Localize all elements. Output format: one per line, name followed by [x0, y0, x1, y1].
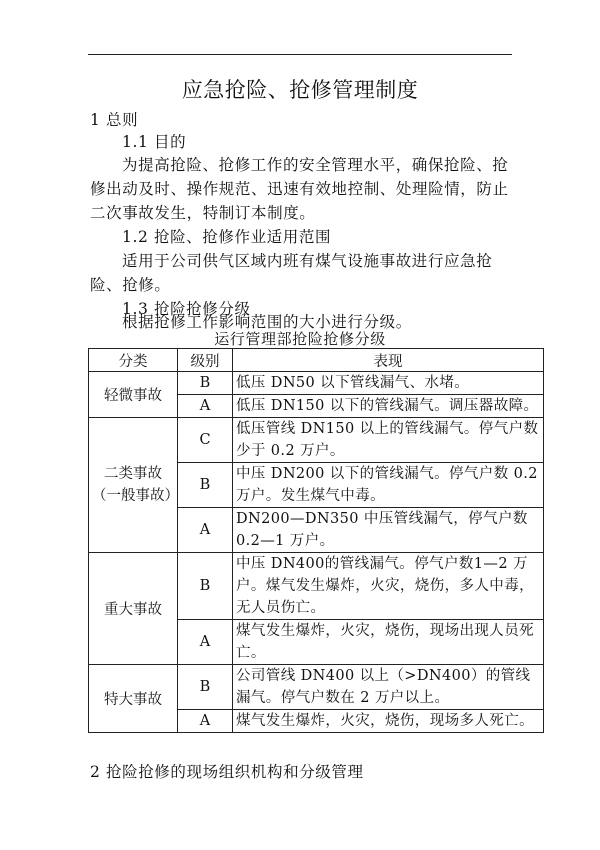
paragraph-line: 修出动及时、操作规范、迅速有效地控制、处理险情，防止: [90, 180, 509, 198]
header-description: 表现: [233, 349, 544, 372]
paragraph-line: 为提高抢险、抢修工作的安全管理水平，确保抢险、抢: [122, 156, 509, 174]
header-rule: [88, 54, 512, 55]
description-cell: 煤气发生爆炸，火灾，烧伤，现场多人死亡。: [233, 710, 544, 733]
level-cell: B: [178, 372, 233, 395]
table-row: [89, 553, 544, 620]
grade-table: [88, 348, 544, 733]
level-cell: B: [178, 553, 233, 620]
description-cell: 低压 DN150 以下的管线漏气。调压器故障。: [233, 395, 544, 418]
description-cell: 煤气发生爆炸，火灾，烧伤，现场出现人员死亡。: [233, 620, 544, 665]
description-cell: 中压 DN200 以下的管线漏气。停气户数 0.2 万户。发生煤气中毒。: [233, 463, 544, 508]
section-1-3-heading: 1.3 抢险抢修分级: [122, 300, 251, 318]
category-cell: 特大事故: [89, 665, 178, 733]
table-header-row: [89, 349, 544, 372]
description-cell: 公司管线 DN400 以上（>DN400）的管线漏气。停气户数在 2 万户以上。: [233, 665, 544, 710]
section-1-heading: 1 总则: [90, 111, 139, 129]
level-cell: B: [178, 665, 233, 710]
description-cell: DN200—DN350 中压管线漏气，停气户数 0.2—1 万户。: [233, 508, 544, 553]
category-cell: 重大事故: [89, 553, 178, 665]
level-cell: C: [178, 418, 233, 463]
header-category: 分类: [89, 349, 178, 372]
section-1-2-heading: 1.2 抢险、抢修作业适用范围: [122, 228, 332, 246]
table-row: [89, 418, 544, 463]
paragraph-line: 适用于公司供气区域内班有煤气设施事故进行应急抢: [122, 252, 493, 270]
level-cell: A: [178, 508, 233, 553]
table-row: [89, 665, 544, 710]
table-caption: 运行管理部抢险抢修分级: [214, 330, 386, 348]
level-cell: A: [178, 620, 233, 665]
paragraph-line: 险、抢修。: [90, 276, 171, 294]
description-cell: 中压 DN400的管线漏气。停气户数1—2 万户。煤气发生爆炸，火灾，烧伤，多人中毒，无人员伤亡。: [233, 553, 544, 620]
category-cell: 二类事故 （一般事故）: [89, 418, 178, 553]
section-2-heading: 2 抢险抢修的现场组织机构和分级管理: [90, 763, 364, 781]
category-cell: 轻微事故: [89, 372, 178, 418]
paragraph-line: 根据抢修工作影响范围的大小进行分级。: [122, 313, 412, 331]
table-row: [89, 372, 544, 395]
level-cell: A: [178, 395, 233, 418]
section-1-1-heading: 1.1 目的: [122, 133, 187, 151]
header-level: 级别: [178, 349, 233, 372]
level-cell: A: [178, 710, 233, 733]
document-title: 应急抢险、抢修管理制度: [181, 78, 419, 102]
description-cell: 低压 DN50 以下管线漏气、水堵。: [233, 372, 544, 395]
paragraph-line: 二次事故发生，特制订本制度。: [90, 204, 316, 222]
description-cell: 低压管线 DN150 以上的管线漏气。停气户数少于 0.2 万户。: [233, 418, 544, 463]
level-cell: B: [178, 463, 233, 508]
